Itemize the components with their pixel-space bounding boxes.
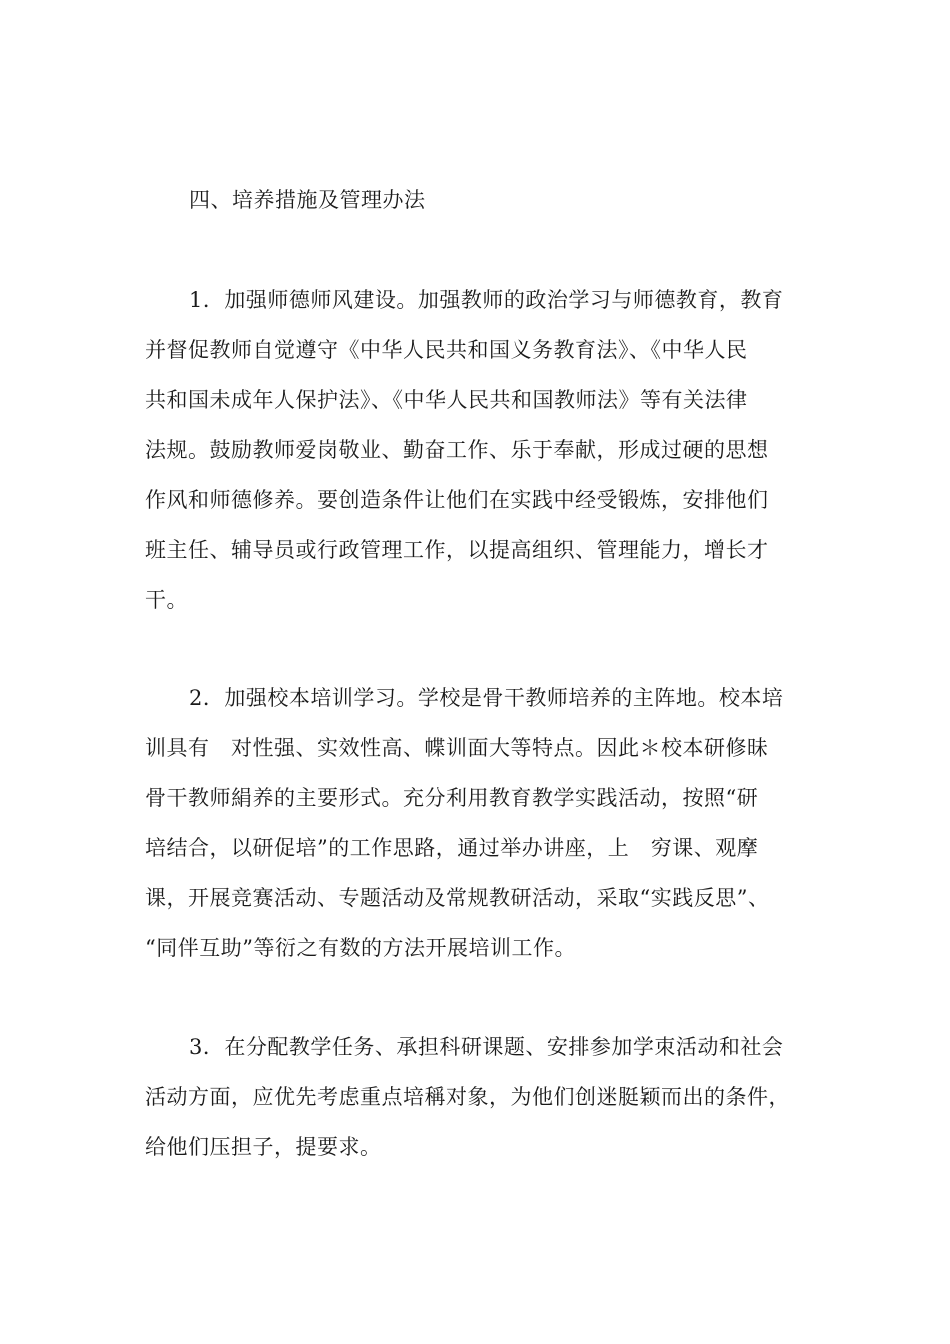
paragraph-line: 干。 bbox=[145, 588, 188, 612]
paragraph-line: 1．加强师德师风建设。加强教师的政治学习与师德教育，教育 bbox=[189, 288, 784, 312]
paragraph-line: 2．加强校本培训学习。学校是骨干教师培养的主阵地。校本培 bbox=[189, 686, 784, 710]
paragraph-line: 3．在分配教学任务、承担科研课题、安排参加学朿活动和社会 bbox=[189, 1035, 784, 1059]
section-heading: 四、培养措施及管理办法 bbox=[189, 188, 426, 212]
paragraph-line: “同伴互助”等衍之有数的方法开展培训工作。 bbox=[145, 936, 576, 960]
paragraph-line: 班主任、辅导员或行政管理工作，以提高组织、管理能力，增长才 bbox=[145, 538, 769, 562]
paragraph-line: 活动方面，应优先考虑重点培稱对象，为他们创迷脡颖而出的条件， bbox=[145, 1085, 790, 1109]
paragraph-line: 法规。鼓励教师爱岗敬业、勤奋工作、乐于奉献，形成过硬的思想 bbox=[145, 438, 769, 462]
paragraph-line: 作风和师德修养。要创造条件让他们在实践中经受锻炼，安排他们 bbox=[145, 488, 769, 512]
paragraph-line: 并督促教师自觉遵守《中华人民共和国义务教育法》、《中华人民 bbox=[145, 338, 748, 362]
paragraph-line: 训具有 对性强、实效性高、幉训面大等特点。因此＊校本研修昧 bbox=[145, 736, 769, 760]
paragraph-line: 课，开展竞赛活动、专题活动及常规教研活动，采取“实践反思”、 bbox=[145, 886, 770, 910]
paragraph-line: 骨干教师絹养的主要形式。充分利用教育教学实践活动，按照“研 bbox=[145, 786, 759, 810]
paragraph-line: 给他们压担子，提要求。 bbox=[145, 1135, 382, 1159]
paragraph-line: 共和国未成年人保护法》、《中华人民共和国教师法》等有关法律 bbox=[145, 388, 748, 412]
paragraph-line: 培结合，以研促培”的工作思路，通过举办讲座，上 穷课、观摩 bbox=[145, 836, 759, 860]
